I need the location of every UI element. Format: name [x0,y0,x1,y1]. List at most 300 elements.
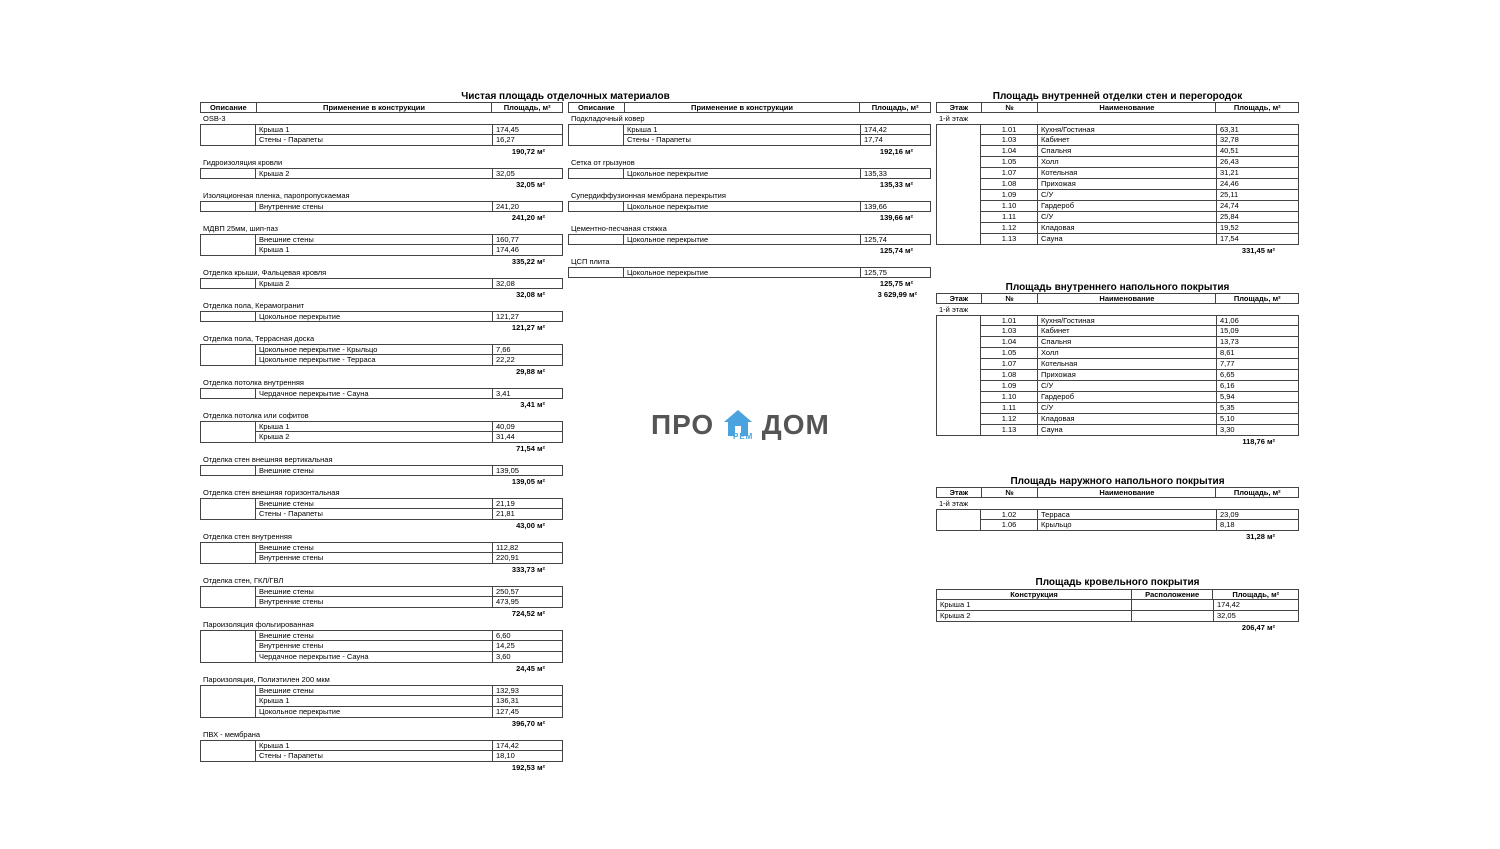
header-cell: Площадь, м² [1233,488,1281,497]
section-title: Пароизоляция, Полиэтилен 200 мкм [203,675,330,684]
table-row [200,641,563,652]
row-blank [936,392,981,403]
row-name: Прихожая [1038,370,1217,381]
row-name: Кухня/Гостиная [1038,124,1217,135]
row-name: Кухня/Гостиная [1038,315,1217,326]
table-row [936,326,1299,337]
section-total: 724,52 м² [511,609,545,618]
row-area: 6,60 [493,630,563,641]
row-blank [200,168,256,179]
row-blank [200,509,256,520]
row-area: 136,31 [493,696,563,707]
table-row [936,337,1299,348]
row-blank [936,135,981,146]
section-title: МДВП 25мм, шип-паз [203,224,278,233]
header-cell: Этаж [937,103,982,112]
row-blank [200,355,256,366]
header-cell: Этаж [937,488,982,497]
row-number: 1.09 [981,190,1038,201]
logo [651,404,830,441]
row-blank [936,212,981,223]
row-blank [200,311,256,322]
row-usage: Крыша 2 [256,168,493,179]
row-area: 3,41 [493,388,563,399]
table-header [936,102,1299,113]
header-cell: Наименование [1038,488,1216,497]
table-row [200,553,563,564]
table-row [200,355,563,366]
header-cell: Площадь, м² [1233,103,1281,112]
header-cell: № [982,294,1039,303]
section-total: 32,08 м² [516,290,545,299]
row-blank [936,425,981,436]
row-blank [936,403,981,414]
section-total: 190,72 м² [511,147,545,156]
row-area: 127,45 [493,707,563,718]
row-area: 15,09 [1217,326,1299,337]
table-row [200,630,563,641]
floor-ext-title: Площадь наружного напольного покрытия [1010,476,1225,487]
row-area: 250,57 [493,586,563,597]
row-area: 139,66 [861,201,931,212]
table-row [936,124,1299,135]
row-area: 139,05 [493,465,563,476]
row-area: 135,33 [861,168,931,179]
header-usage: Применение в конструкции [257,103,493,112]
table-row [200,421,563,432]
section-total: 32,05 м² [516,180,545,189]
row-blank [568,135,624,146]
row-usage: Чердачное перекрытие - Сауна [256,652,493,663]
table-row [936,381,1299,392]
row-usage: Крыша 1 [256,421,493,432]
header-cell: Площадь, м² [1233,294,1281,303]
row-blank [200,388,256,399]
table-row [936,179,1299,190]
row-blank [200,124,256,135]
section-total: 125,75 м² [879,279,913,288]
section-title: Отделка стен внутренняя [203,532,292,541]
row-blank [200,135,256,146]
materials-title: Чистая площадь отделочных материалов [461,91,670,102]
floor-label: 1-й этаж [939,114,969,123]
table-row [200,751,563,762]
row-area: 160,77 [493,234,563,245]
row-blank [936,326,981,337]
row-blank [936,337,981,348]
table-row [936,348,1299,359]
row-number: 1.04 [981,337,1038,348]
row-number: 1.01 [981,315,1038,326]
table-row [936,234,1299,245]
row-usage: Внешние стены [256,498,493,509]
section-total: 192,16 м² [879,147,913,156]
table-row [936,315,1299,326]
table-row [936,223,1299,234]
row-number: 1.05 [981,157,1038,168]
row-name: Крыльцо [1038,520,1217,531]
row-area: 25,11 [1217,190,1299,201]
row-blank [200,641,256,652]
table-row [936,157,1299,168]
table-total: 31,28 м² [1246,532,1275,541]
row-area: 5,35 [1217,403,1299,414]
row-area: 3,30 [1217,425,1299,436]
row-blank [936,223,981,234]
table-row [936,414,1299,425]
row-blank [200,751,256,762]
section-title: Отделка стен, ГКЛ/ГВЛ [203,576,284,585]
row-usage: Внутренние стены [256,641,493,652]
row-blank [200,586,256,597]
row-blank [568,168,624,179]
row-usage: Внутренние стены [256,597,493,608]
table-row [936,403,1299,414]
row-blank [568,124,624,135]
row-usage: Цокольное перекрытие - Терраса [256,355,493,366]
table-total: 331,45 м² [1241,246,1275,255]
row-area: 174,46 [493,245,563,256]
table-row [200,597,563,608]
row-area: 13,73 [1217,337,1299,348]
header-usage: Применение в конструкции [625,103,861,112]
row-blank [200,707,256,718]
row-usage: Внешние стены [256,465,493,476]
table-row [200,465,563,476]
row-area: 24,74 [1217,201,1299,212]
table-row [936,611,1299,622]
table-row [936,190,1299,201]
row-area: 7,66 [493,344,563,355]
row-area: 32,08 [493,278,563,289]
row-area: 6,65 [1217,370,1299,381]
row-blank [200,201,256,212]
row-number: 1.06 [981,520,1038,531]
row-area: 21,19 [493,498,563,509]
header-cell: Этаж [937,294,982,303]
row-area: 174,42 [1214,600,1299,611]
row-blank [568,267,624,278]
roof-title: Площадь кровельного покрытия [1035,577,1200,588]
row-blank [936,179,981,190]
row-area: 17,54 [1217,234,1299,245]
row-number: 1.12 [981,414,1038,425]
table-row [200,388,563,399]
section-title: ПВХ - мембрана [203,730,261,739]
row-location [1132,600,1214,611]
row-area: 31,21 [1217,168,1299,179]
logo-subtext: РЕМ [733,432,754,441]
row-usage: Стены - Парапеты [256,509,493,520]
table-total: 118,76 м² [1242,437,1275,446]
table-row [936,146,1299,157]
row-area: 16,27 [493,135,563,146]
floor-int-title: Площадь внутреннего напольного покрытия [1005,282,1230,293]
section-total: 241,20 м² [511,213,545,222]
table-row [936,392,1299,403]
row-usage: Крыша 2 [256,432,493,443]
section-total: 333,73 м² [511,565,545,574]
row-blank [200,553,256,564]
row-name: Кабинет [1038,326,1217,337]
table-row [568,124,931,135]
row-usage: Внутренние стены [256,201,493,212]
table-row [200,509,563,520]
header-cell: Площадь, м² [1232,590,1280,599]
row-blank [200,630,256,641]
table-header [568,102,931,113]
row-usage: Цокольное перекрытие - Крыльцо [256,344,493,355]
row-number: 1.08 [981,179,1038,190]
row-area: 174,45 [493,124,563,135]
row-area: 174,42 [493,740,563,751]
row-blank [936,359,981,370]
row-usage: Крыша 1 [256,245,493,256]
row-usage: Чердачное перекрытие - Сауна [256,388,493,399]
table-header [936,487,1299,498]
row-number: 1.09 [981,381,1038,392]
table-row [200,696,563,707]
row-area: 132,93 [493,685,563,696]
section-total: 192,53 м² [511,763,545,772]
logo-text-right: ДОМ [761,409,830,440]
row-number: 1.02 [981,509,1038,520]
header-area: Площадь, м² [503,103,551,112]
row-area: 26,43 [1217,157,1299,168]
section-title: Гидроизоляция кровли [203,158,283,167]
row-area: 23,09 [1217,509,1299,520]
row-blank [200,740,256,751]
row-area: 24,46 [1217,179,1299,190]
row-number: 1.07 [981,168,1038,179]
row-blank [936,157,981,168]
section-title: Супердиффузионная мембрана перекрытия [571,191,726,200]
row-usage: Крыша 1 [624,124,861,135]
row-number: 1.10 [981,392,1038,403]
row-blank [936,201,981,212]
section-title: Отделка пола, Керамогранит [203,301,305,310]
row-name: Котельная [1038,359,1217,370]
row-area: 6,16 [1217,381,1299,392]
section-title: Отделка крыши, Фальцевая кровля [203,268,327,277]
section-total: 396,70 м² [511,719,545,728]
section-total: 29,88 м² [516,367,545,376]
table-header [936,589,1299,600]
row-usage: Внешние стены [256,542,493,553]
table-total: 206,47 м² [1241,623,1275,632]
section-title: Цементно-песчаная стяжка [571,224,667,233]
row-name: С/У [1038,403,1217,414]
grand-total: 3 629,99 м² [877,290,917,299]
table-row [200,311,563,322]
logo-text-left: ПРО [651,409,715,440]
row-area: 125,75 [861,267,931,278]
section-total: 24,45 м² [516,664,545,673]
table-row [200,652,563,663]
row-name: Сауна [1038,234,1217,245]
row-usage: Внешние стены [256,586,493,597]
row-blank [568,234,624,245]
table-header [200,102,563,113]
row-number: 1.03 [981,135,1038,146]
row-blank [200,597,256,608]
row-usage: Крыша 1 [256,740,493,751]
table-row [568,135,931,146]
table-row [200,498,563,509]
row-blank [200,344,256,355]
row-usage: Цокольное перекрытие [624,168,861,179]
row-number: 1.13 [981,425,1038,436]
table-row [568,201,931,212]
table-row [200,740,563,751]
row-blank [200,542,256,553]
table-row [200,685,563,696]
table-row [568,234,931,245]
section-total: 3,41 м² [520,400,545,409]
row-number: 1.11 [981,403,1038,414]
table-row [936,168,1299,179]
section-total: 139,05 м² [511,477,545,486]
row-blank [200,432,256,443]
row-area: 32,05 [1214,611,1299,622]
header-cell: Конструкция [937,590,1132,599]
row-area: 121,27 [493,311,563,322]
header-description: Описание [201,103,257,112]
row-usage: Внешние стены [256,234,493,245]
table-row [936,509,1299,520]
row-name: Кладовая [1038,414,1217,425]
section-total: 43,00 м² [516,521,545,530]
section-total: 71,54 м² [516,444,545,453]
section-total: 125,74 м² [879,246,913,255]
row-blank [200,685,256,696]
row-usage: Цокольное перекрытие [624,201,861,212]
row-blank [936,124,981,135]
walls-title: Площадь внутренней отделки стен и перегородок [992,91,1243,102]
row-blank [200,498,256,509]
row-area: 21,81 [493,509,563,520]
table-row [200,707,563,718]
row-blank [936,315,981,326]
table-row [200,168,563,179]
row-number: 1.10 [981,201,1038,212]
row-number: 1.11 [981,212,1038,223]
table-row [200,344,563,355]
row-number: 1.12 [981,223,1038,234]
table-row [936,520,1299,531]
row-number: 1.05 [981,348,1038,359]
floor-int-table [936,293,1299,447]
floor-ext-table [936,487,1299,542]
row-number: 1.01 [981,124,1038,135]
row-blank [936,190,981,201]
row-name: Котельная [1038,168,1217,179]
row-name: Кладовая [1038,223,1217,234]
row-name: С/У [1038,212,1217,223]
row-usage: Внешние стены [256,630,493,641]
header-cell: Наименование [1038,103,1216,112]
row-usage: Внешние стены [256,685,493,696]
row-area: 174,42 [861,124,931,135]
row-area: 18,10 [493,751,563,762]
table-row [200,201,563,212]
table-header [936,293,1299,304]
row-area: 22,22 [493,355,563,366]
row-area: 8,18 [1217,520,1299,531]
row-area: 32,05 [493,168,563,179]
row-usage: Внутренние стены [256,553,493,564]
table-row [200,124,563,135]
row-blank [936,381,981,392]
section-title: Отделка потолка внутренняя [203,378,304,387]
table-row [200,135,563,146]
row-blank [568,201,624,212]
row-area: 125,74 [861,234,931,245]
walls-table [936,102,1299,256]
header-area: Площадь, м² [871,103,919,112]
section-title: Отделка стен внешняя горизонтальная [203,488,340,497]
row-blank [200,421,256,432]
section-title: Отделка пола, Террасная доска [203,334,315,343]
row-blank [936,414,981,425]
row-area: 5,94 [1217,392,1299,403]
section-total: 135,33 м² [879,180,913,189]
row-area: 3,60 [493,652,563,663]
row-usage: Цокольное перекрытие [624,267,861,278]
section-title: Подкладочный ковер [571,114,645,123]
table-row [200,234,563,245]
table-row [200,245,563,256]
row-number: 1.03 [981,326,1038,337]
row-area: 5,10 [1217,414,1299,425]
row-usage: Цокольное перекрытие [624,234,861,245]
row-number: 1.08 [981,370,1038,381]
row-blank [200,696,256,707]
row-area: 41,06 [1217,315,1299,326]
row-blank [936,234,981,245]
row-area: 8,61 [1217,348,1299,359]
table-row [936,135,1299,146]
table-row [200,586,563,597]
row-blank [200,278,256,289]
section-title: Пароизоляция фольгированная [203,620,314,629]
section-title: OSB-3 [203,114,226,123]
floor-label: 1-й этаж [939,499,969,508]
row-blank [936,370,981,381]
row-area: 32,78 [1217,135,1299,146]
row-area: 31,44 [493,432,563,443]
section-total: 139,66 м² [879,213,913,222]
row-area: 241,20 [493,201,563,212]
table-row [200,278,563,289]
section-title: Изоляционная пленка, паропропускаемая [203,191,350,200]
row-name: Холл [1038,348,1217,359]
header-cell: № [982,488,1039,497]
row-number: 1.04 [981,146,1038,157]
section-title: ЦСП плита [571,257,610,266]
section-title: Сетка от грызунов [571,158,635,167]
row-blank [200,465,256,476]
row-name: Спальня [1038,146,1217,157]
row-name: Терраса [1038,509,1217,520]
row-usage: Стены - Парапеты [624,135,861,146]
row-construction: Крыша 2 [936,611,1132,622]
row-name: Кабинет [1038,135,1217,146]
row-area: 220,91 [493,553,563,564]
section-title: Отделка стен внешняя вертикальная [203,455,333,464]
table-row [568,267,931,278]
table-row [568,168,931,179]
